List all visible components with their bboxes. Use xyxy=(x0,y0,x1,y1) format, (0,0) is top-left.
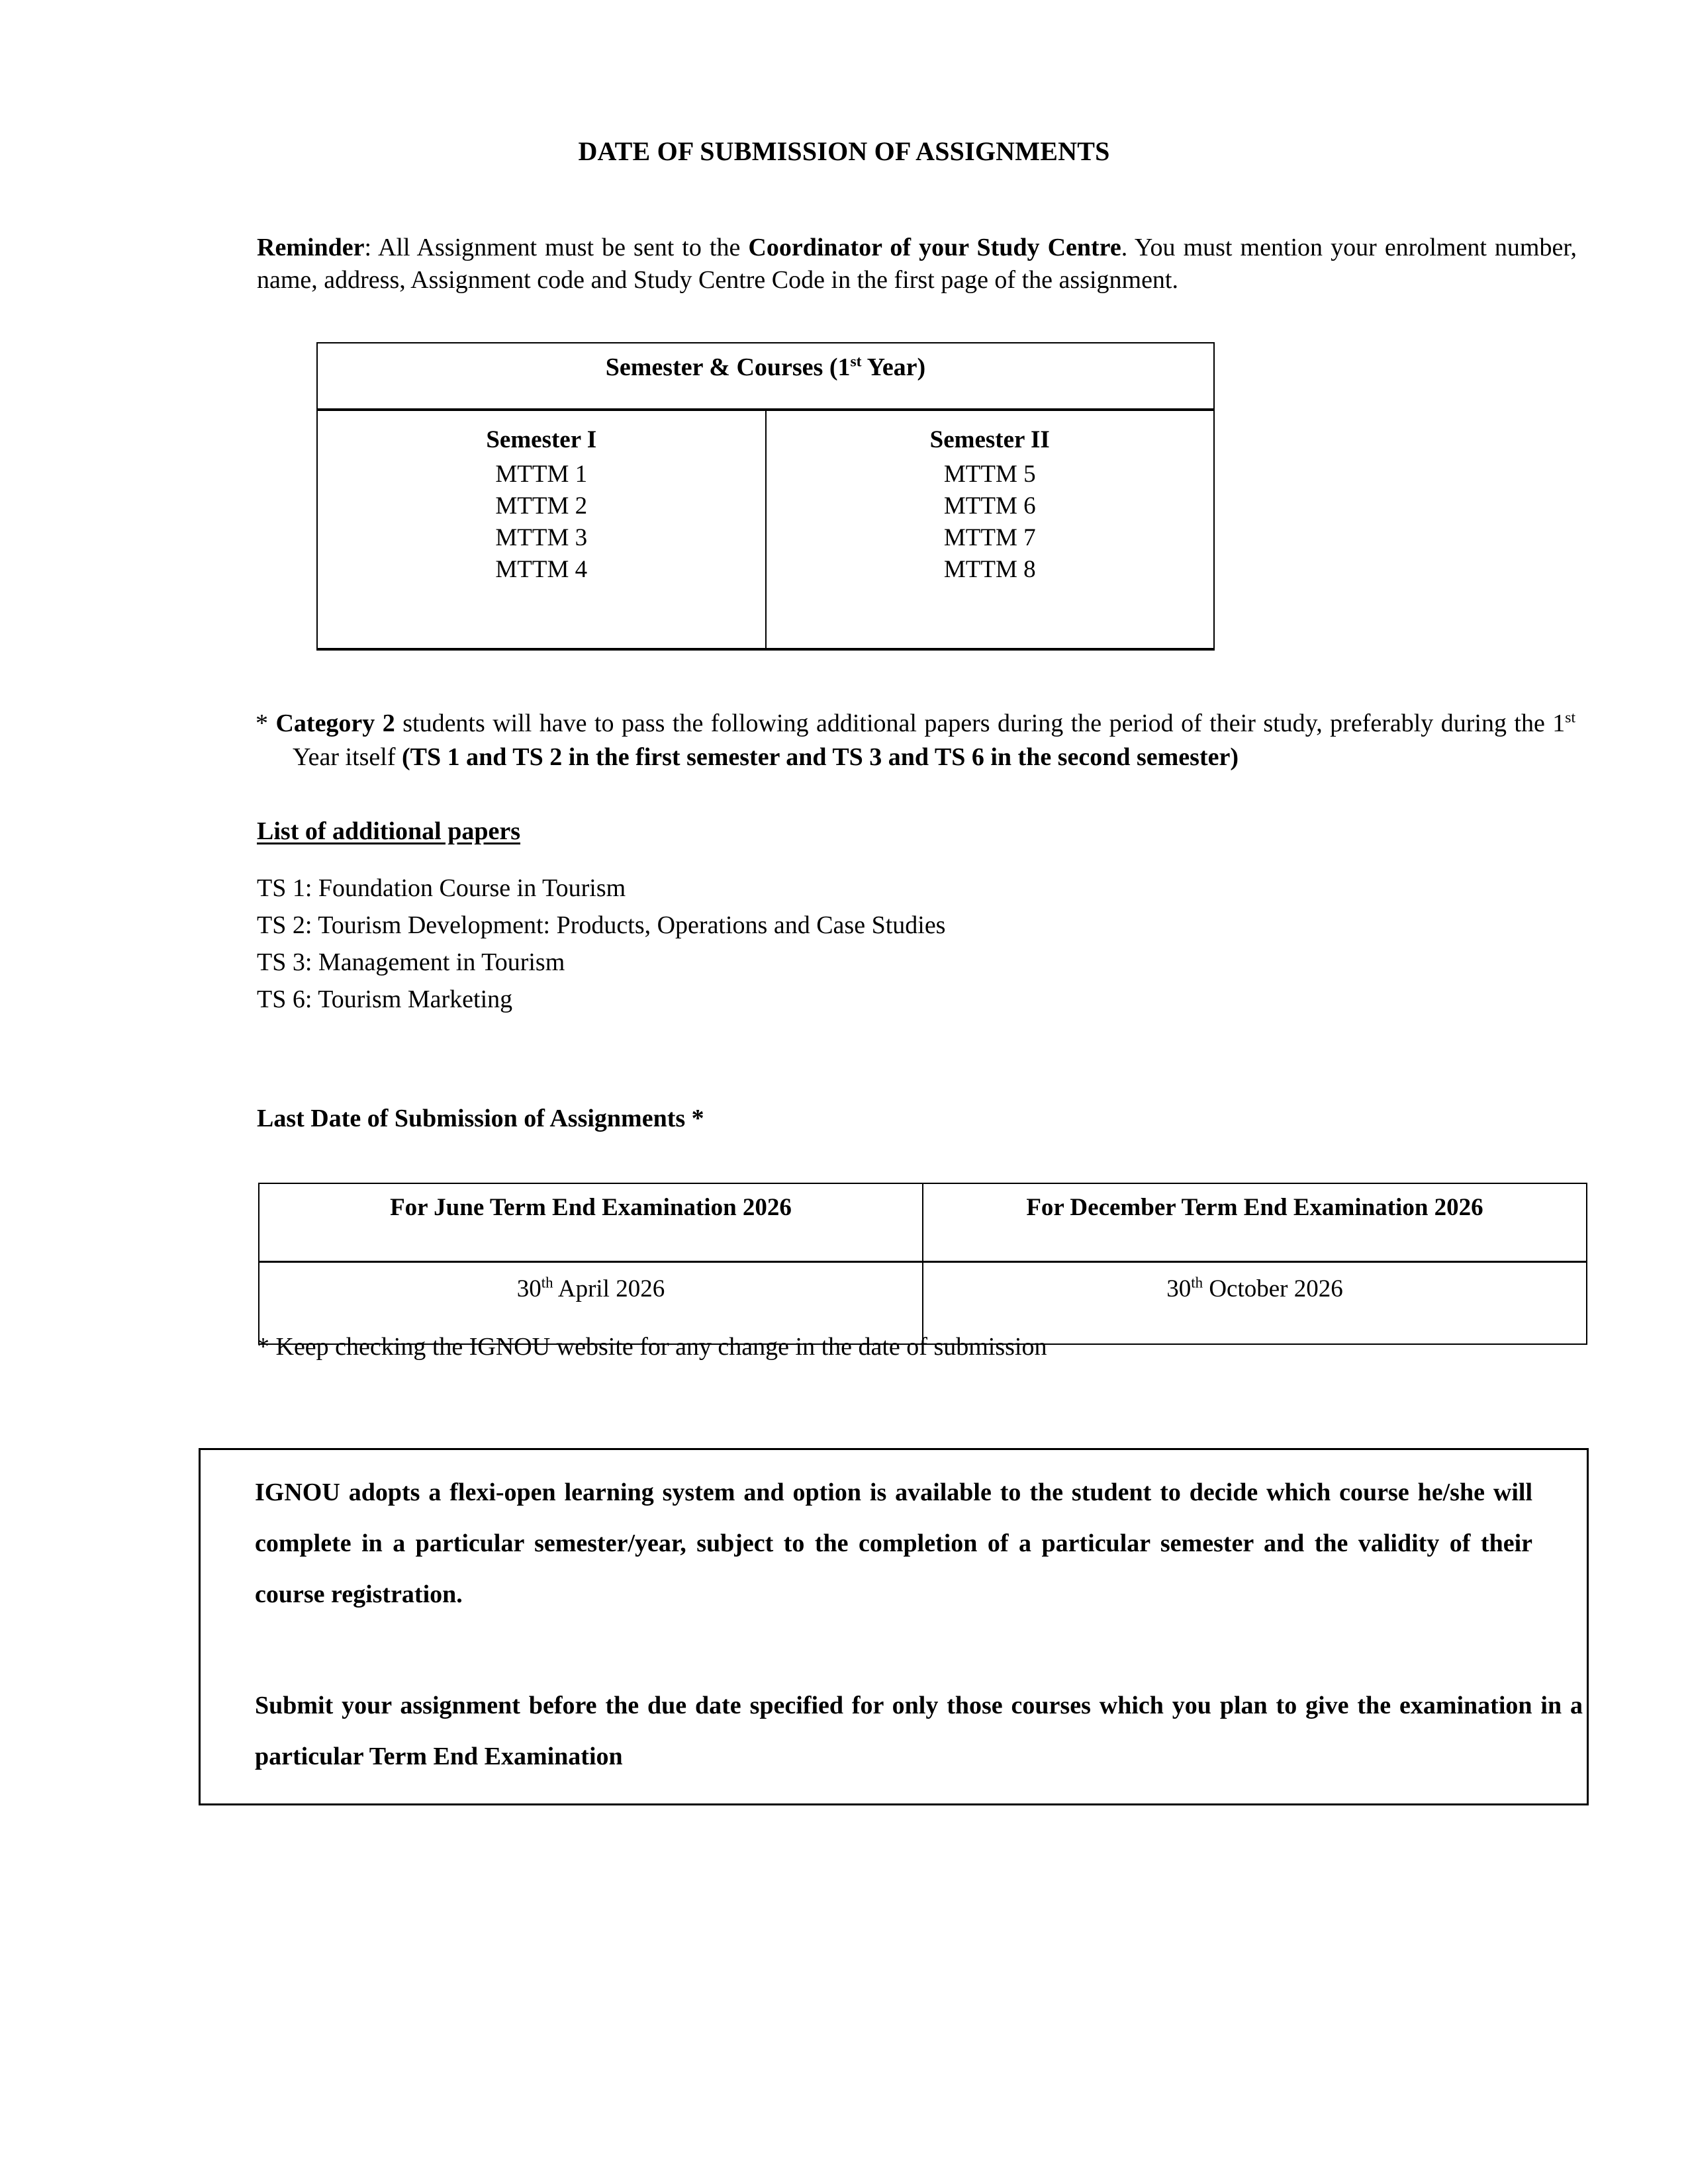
list-item: TS 3: Management in Tourism xyxy=(257,948,565,976)
table-row xyxy=(259,1183,1587,1262)
notice-paragraph-2: Submit your assignment before the due date specified for only those courses which you plan to give the examination in a particular Term End Examination xyxy=(255,1692,1583,1770)
submission-footnote: * Keep checking the IGNOU website for any change in the date of submission xyxy=(257,1333,1047,1361)
category-note-text-2: students will have to pass the following additional papers during the period of their study, preferably during the 1 xyxy=(395,709,1566,737)
flexi-learning-notice-box xyxy=(199,1448,1589,1805)
list-item: TS 6: Tourism Marketing xyxy=(257,985,513,1013)
caption-text-2: Year) xyxy=(861,353,926,381)
december-ordinal-superscript: th xyxy=(1191,1274,1203,1291)
june-ordinal-superscript: th xyxy=(541,1274,553,1291)
category-2-label: Category 2 xyxy=(275,709,395,737)
course-item: MTTM 8 xyxy=(943,556,1036,584)
december-day: 30 xyxy=(1166,1275,1192,1302)
reminder-paragraph xyxy=(257,232,1577,297)
course-item: MTTM 7 xyxy=(943,524,1036,552)
additional-papers-heading: List of additional papers xyxy=(257,817,521,845)
category-2-note xyxy=(256,707,1575,774)
last-date-heading: Last Date of Submission of Assignments * xyxy=(257,1105,704,1132)
table-row xyxy=(317,410,1214,649)
december-month-year: October 2026 xyxy=(1203,1275,1343,1302)
course-item: MTTM 2 xyxy=(495,492,588,520)
submission-dates-table xyxy=(258,1183,1587,1345)
december-exam-header: For December Term End Examination 2026 xyxy=(923,1183,1587,1262)
page-title: DATE OF SUBMISSION OF ASSIGNMENTS xyxy=(578,136,1110,166)
course-item: MTTM 3 xyxy=(495,524,588,552)
semester-courses-table xyxy=(316,342,1215,651)
category-note-bold-5: (TS 1 and TS 2 in the first semester and TS 3 and TS 6 in the second semester) xyxy=(402,743,1239,771)
reminder-label: Reminder xyxy=(257,234,365,261)
course-item: MTTM 1 xyxy=(495,461,588,488)
notice-box-content xyxy=(201,1450,1587,1782)
reminder-bold-coordinator: Coordinator of your Study Centre xyxy=(748,234,1121,261)
june-month-year: April 2026 xyxy=(553,1275,665,1302)
semester-1-cell xyxy=(317,410,766,649)
category-note-text-4: Year itself xyxy=(293,743,402,771)
june-exam-header: For June Term End Examination 2026 xyxy=(259,1183,923,1262)
semester-2-header: Semester II xyxy=(929,426,1050,453)
table-row xyxy=(317,343,1214,410)
reminder-text-3: . You must mention your enrolment number, name, address, Assignment code and Study Centre Code in the first page of the assignment. xyxy=(257,234,1577,295)
semester-2-cell xyxy=(766,410,1215,649)
ordinal-superscript: st xyxy=(1565,709,1576,727)
semester-table-caption xyxy=(317,343,1214,410)
asterisk-marker: * xyxy=(256,709,276,737)
course-item: MTTM 6 xyxy=(943,492,1036,520)
june-day: 30 xyxy=(516,1275,541,1302)
semester-1-header: Semester I xyxy=(486,426,597,453)
course-item: MTTM 5 xyxy=(943,461,1036,488)
list-item: TS 1: Foundation Course in Tourism xyxy=(257,874,626,902)
additional-papers-list xyxy=(257,870,945,1018)
notice-paragraph-1: IGNOU adopts a flexi-open learning system and option is available to the student to decide which course he/she will complete in a particular semester/year, subject to the completion of a particular semester and the validity of their course registration. xyxy=(255,1479,1532,1608)
caption-text-1: Semester & Courses (1 xyxy=(605,353,851,381)
reminder-text-1: : All Assignment must be sent to the xyxy=(364,234,749,261)
course-item: MTTM 4 xyxy=(495,556,588,584)
caption-superscript: st xyxy=(850,353,862,371)
list-item: TS 2: Tourism Development: Products, Operations and Case Studies xyxy=(257,911,946,939)
